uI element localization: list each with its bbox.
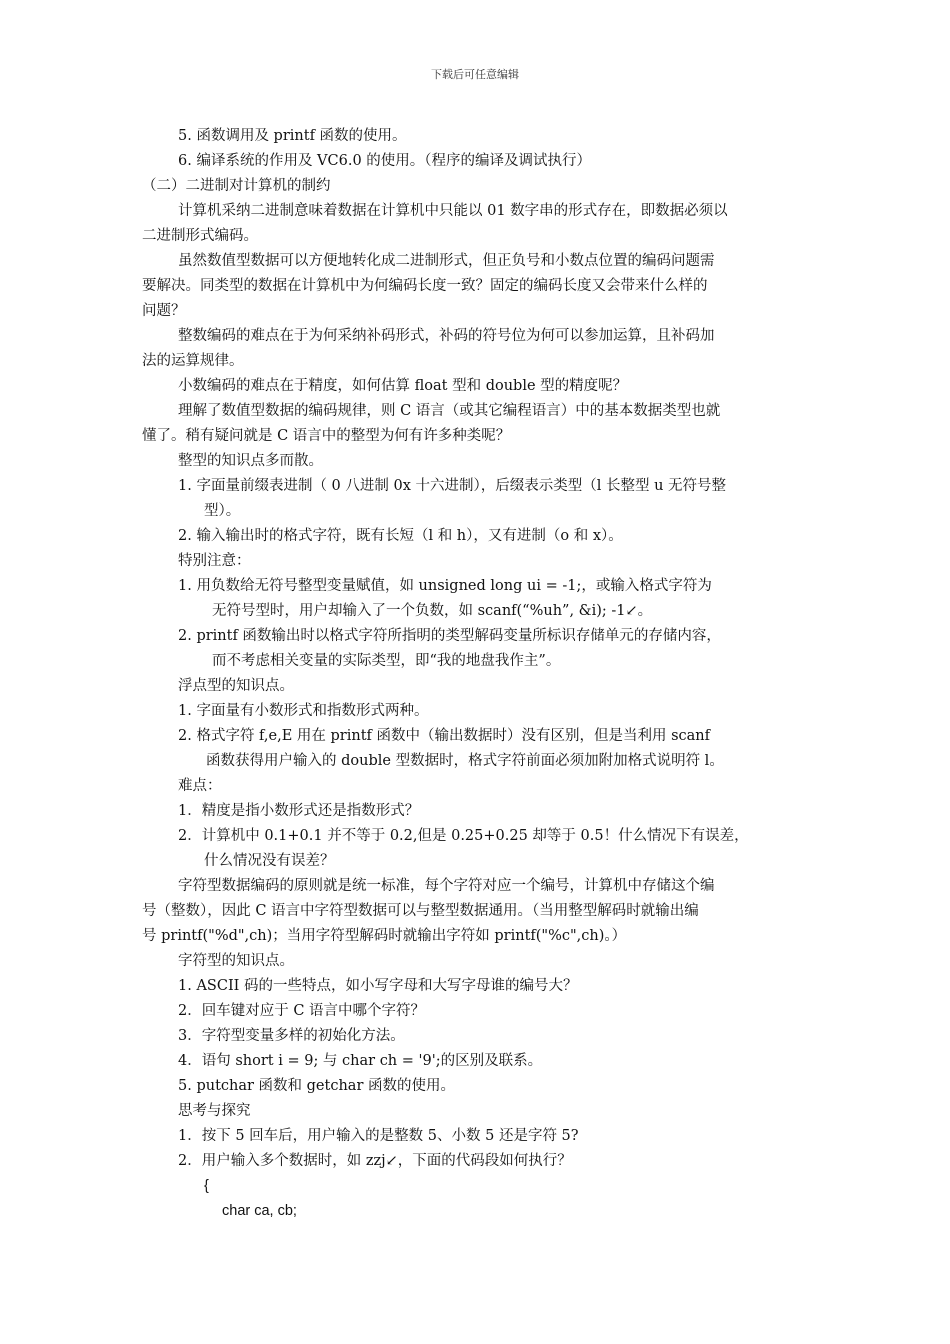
list-item: 2．回车键对应于 C 语言中哪个字符？ xyxy=(178,1003,426,1019)
paragraph-line: 计算机采纳二进制意味着数据在计算机中只能以 01 数字串的形式存在，即数据必须以 xyxy=(178,203,728,219)
code-line: { xyxy=(204,1178,209,1194)
paragraph-line: 小数编码的难点在于精度，如何估算 float 型和 double 型的精度呢？ xyxy=(178,378,628,394)
list-item-continuation: 而不考虑相关变量的实际类型，即“我的地盘我作主”。 xyxy=(212,653,561,669)
paragraph-line: 难点： xyxy=(178,778,222,794)
page-header: 下载后可任意编辑 xyxy=(431,68,519,81)
paragraph-line: 理解了数值型数据的编码规律，则 C 语言（或其它编程语言）中的基本数据类型也就 xyxy=(178,403,721,419)
list-item: 6. 编译系统的作用及 VC6.0 的使用。（程序的编译及调试执行） xyxy=(178,153,592,169)
list-item-continuation: 型）。 xyxy=(204,503,241,519)
list-item: 1. 字面量前缀表进制（ 0 八进制 0x 十六进制），后缀表示类型（l 长整型 u 无符号整 xyxy=(178,478,727,494)
list-item-continuation: 无符号型时，用户却输入了一个负数，如 scanf(“%uh”, &i); -1↙。 xyxy=(212,603,653,619)
list-item-continuation: 什么情况没有误差？ xyxy=(204,853,335,869)
list-item: 4．语句 short i = 9; 与 char ch = '9';的区别及联系。 xyxy=(178,1053,543,1069)
list-item: 2. printf 函数输出时以格式字符所指明的类型解码变量所标识存储单元的存储内容， xyxy=(178,628,721,644)
list-item: 2．用户输入多个数据时，如 zzj↙，下面的代码段如何执行？ xyxy=(178,1153,572,1169)
list-item: 5. putchar 函数和 getchar 函数的使用。 xyxy=(178,1078,455,1094)
paragraph-line: 号 printf("%d",ch)；当用字符型解码时就输出字符如 printf("%c",ch)。） xyxy=(142,928,627,944)
paragraph-line: 思考与探究 xyxy=(178,1103,251,1119)
paragraph-line: 懂了。稍有疑问就是 C 语言中的整型为何有许多种类呢？ xyxy=(142,428,511,444)
list-item: 1．按下 5 回车后，用户输入的是整数 5、小数 5 还是字符 5? xyxy=(178,1128,579,1144)
paragraph-line: 问题？ xyxy=(142,303,186,319)
list-item: 1．精度是指小数形式还是指数形式？ xyxy=(178,803,420,819)
paragraph-line: 字符型数据编码的原则就是统一标准，每个字符对应一个编号，计算机中存储这个编 xyxy=(178,878,715,894)
section-heading: （二）二进制对计算机的制约 xyxy=(142,178,331,194)
paragraph-line: 整数编码的难点在于为何采纳补码形式，补码的符号位为何可以参加运算，且补码加 xyxy=(178,328,715,344)
paragraph-line: 虽然数值型数据可以方便地转化成二进制形式，但正负号和小数点位置的编码问题需 xyxy=(178,253,715,269)
list-item: 5. 函数调用及 printf 函数的使用。 xyxy=(178,128,407,144)
list-item: 1. ASCII 码的一些特点，如小写字母和大写字母谁的编号大？ xyxy=(178,978,578,994)
paragraph-line: 字符型的知识点。 xyxy=(178,953,294,969)
list-item: 2. 输入输出时的格式字符，既有长短（l 和 h），又有进制（o 和 x）。 xyxy=(178,528,623,544)
list-item: 3．字符型变量多样的初始化方法。 xyxy=(178,1028,405,1044)
list-item: 2．计算机中 0.1+0.1 并不等于 0.2,但是 0.25+0.25 却等于 0.5！什么情况下有误差， xyxy=(178,828,749,844)
list-item: 1. 用负数给无符号整型变量赋值，如 unsigned long ui = -1;，或输入格式字符为 xyxy=(178,578,712,594)
list-item: 2. 格式字符 f,e,E 用在 printf 函数中（输出数据时）没有区别，但是当利用 scanf xyxy=(178,728,711,744)
code-line: char ca, cb; xyxy=(222,1203,297,1219)
list-item: 1. 字面量有小数形式和指数形式两种。 xyxy=(178,703,429,719)
paragraph-line: 特别注意： xyxy=(178,553,251,569)
paragraph-line: 二进制形式编码。 xyxy=(142,228,258,244)
paragraph-line: 浮点型的知识点。 xyxy=(178,678,294,694)
paragraph-line: 法的运算规律。 xyxy=(142,353,244,369)
paragraph-line: 号（整数），因此 C 语言中字符型数据可以与整型数据通用。（当用整型解码时就输出编 xyxy=(142,903,699,919)
paragraph-line: 整型的知识点多而散。 xyxy=(178,453,323,469)
list-item-continuation: 函数获得用户输入的 double 型数据时，格式字符前面必须加附加格式说明符 l。 xyxy=(206,753,724,769)
paragraph-line: 要解决。同类型的数据在计算机中为何编码长度一致？固定的编码长度又会带来什么样的 xyxy=(142,278,708,294)
